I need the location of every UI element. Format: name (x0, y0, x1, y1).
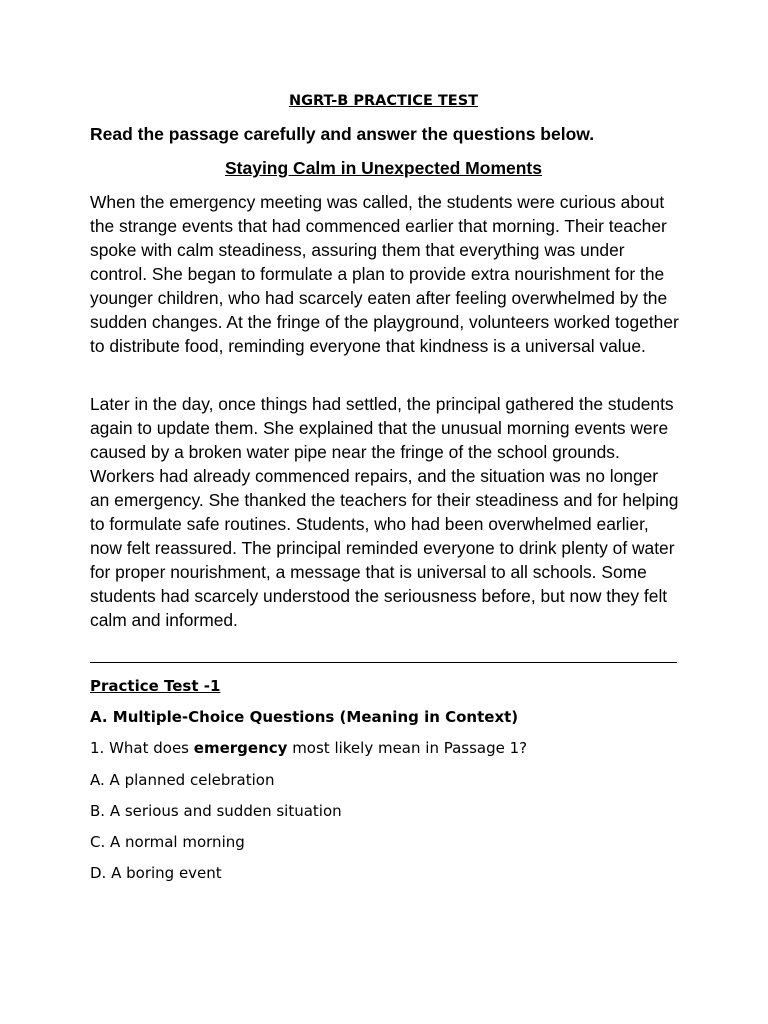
option-c: C. A normal morning (90, 833, 245, 851)
passage-paragraph-1: When the emergency meeting was called, the students were curious about the strange events that had commenced earlier that morning. Their teacher spoke with calm steadiness, assuring them that everything was under control. She began to formulate a plan to provide extra nourishment for the younger children, who had scarcely eaten after feeling overwhelmed by the sudden changes. At the fringe of the playground, volunteers worked together to distribute food, reminding everyone that kindness is a universal value. (90, 192, 679, 356)
passage-title: Staying Calm in Unexpected Moments (224, 158, 542, 178)
option-d: D. A boring event (90, 864, 222, 882)
instruction-text: Read the passage carefully and answer the questions below. (90, 124, 595, 144)
option-a: A. A planned celebration (90, 771, 275, 789)
horizontal-divider (90, 662, 677, 663)
mcq-section-heading: A. Multiple-Choice Questions (Meaning in Context) (90, 708, 519, 726)
question-1-prefix: 1. What does (90, 739, 194, 757)
practice-test-heading: Practice Test -1 (90, 677, 221, 695)
question-1 (90, 738, 527, 758)
document-title: NGRT-B PRACTICE TEST (288, 93, 479, 109)
question-1-suffix: most likely mean in Passage 1? (287, 739, 528, 757)
question-1-keyword: emergency (193, 739, 288, 757)
option-b: B. A serious and sudden situation (90, 802, 342, 820)
passage-paragraph-2: Later in the day, once things had settled, the principal gathered the students again to update them. She explained that the unusual morning events were caused by a broken water pipe near the fringe of the school grounds. Workers had already commenced repairs, and the situation was no longer an emergency. She thanked the teachers for their steadiness and for helping to formulate safe routines. Students, who had been overwhelmed earlier, now felt reassured. The principal reminded everyone to drink plenty of water for proper nourishment, a message that is universal to all schools. Some students had scarcely understood the seriousness before, but now they felt calm and informed. (90, 394, 679, 630)
